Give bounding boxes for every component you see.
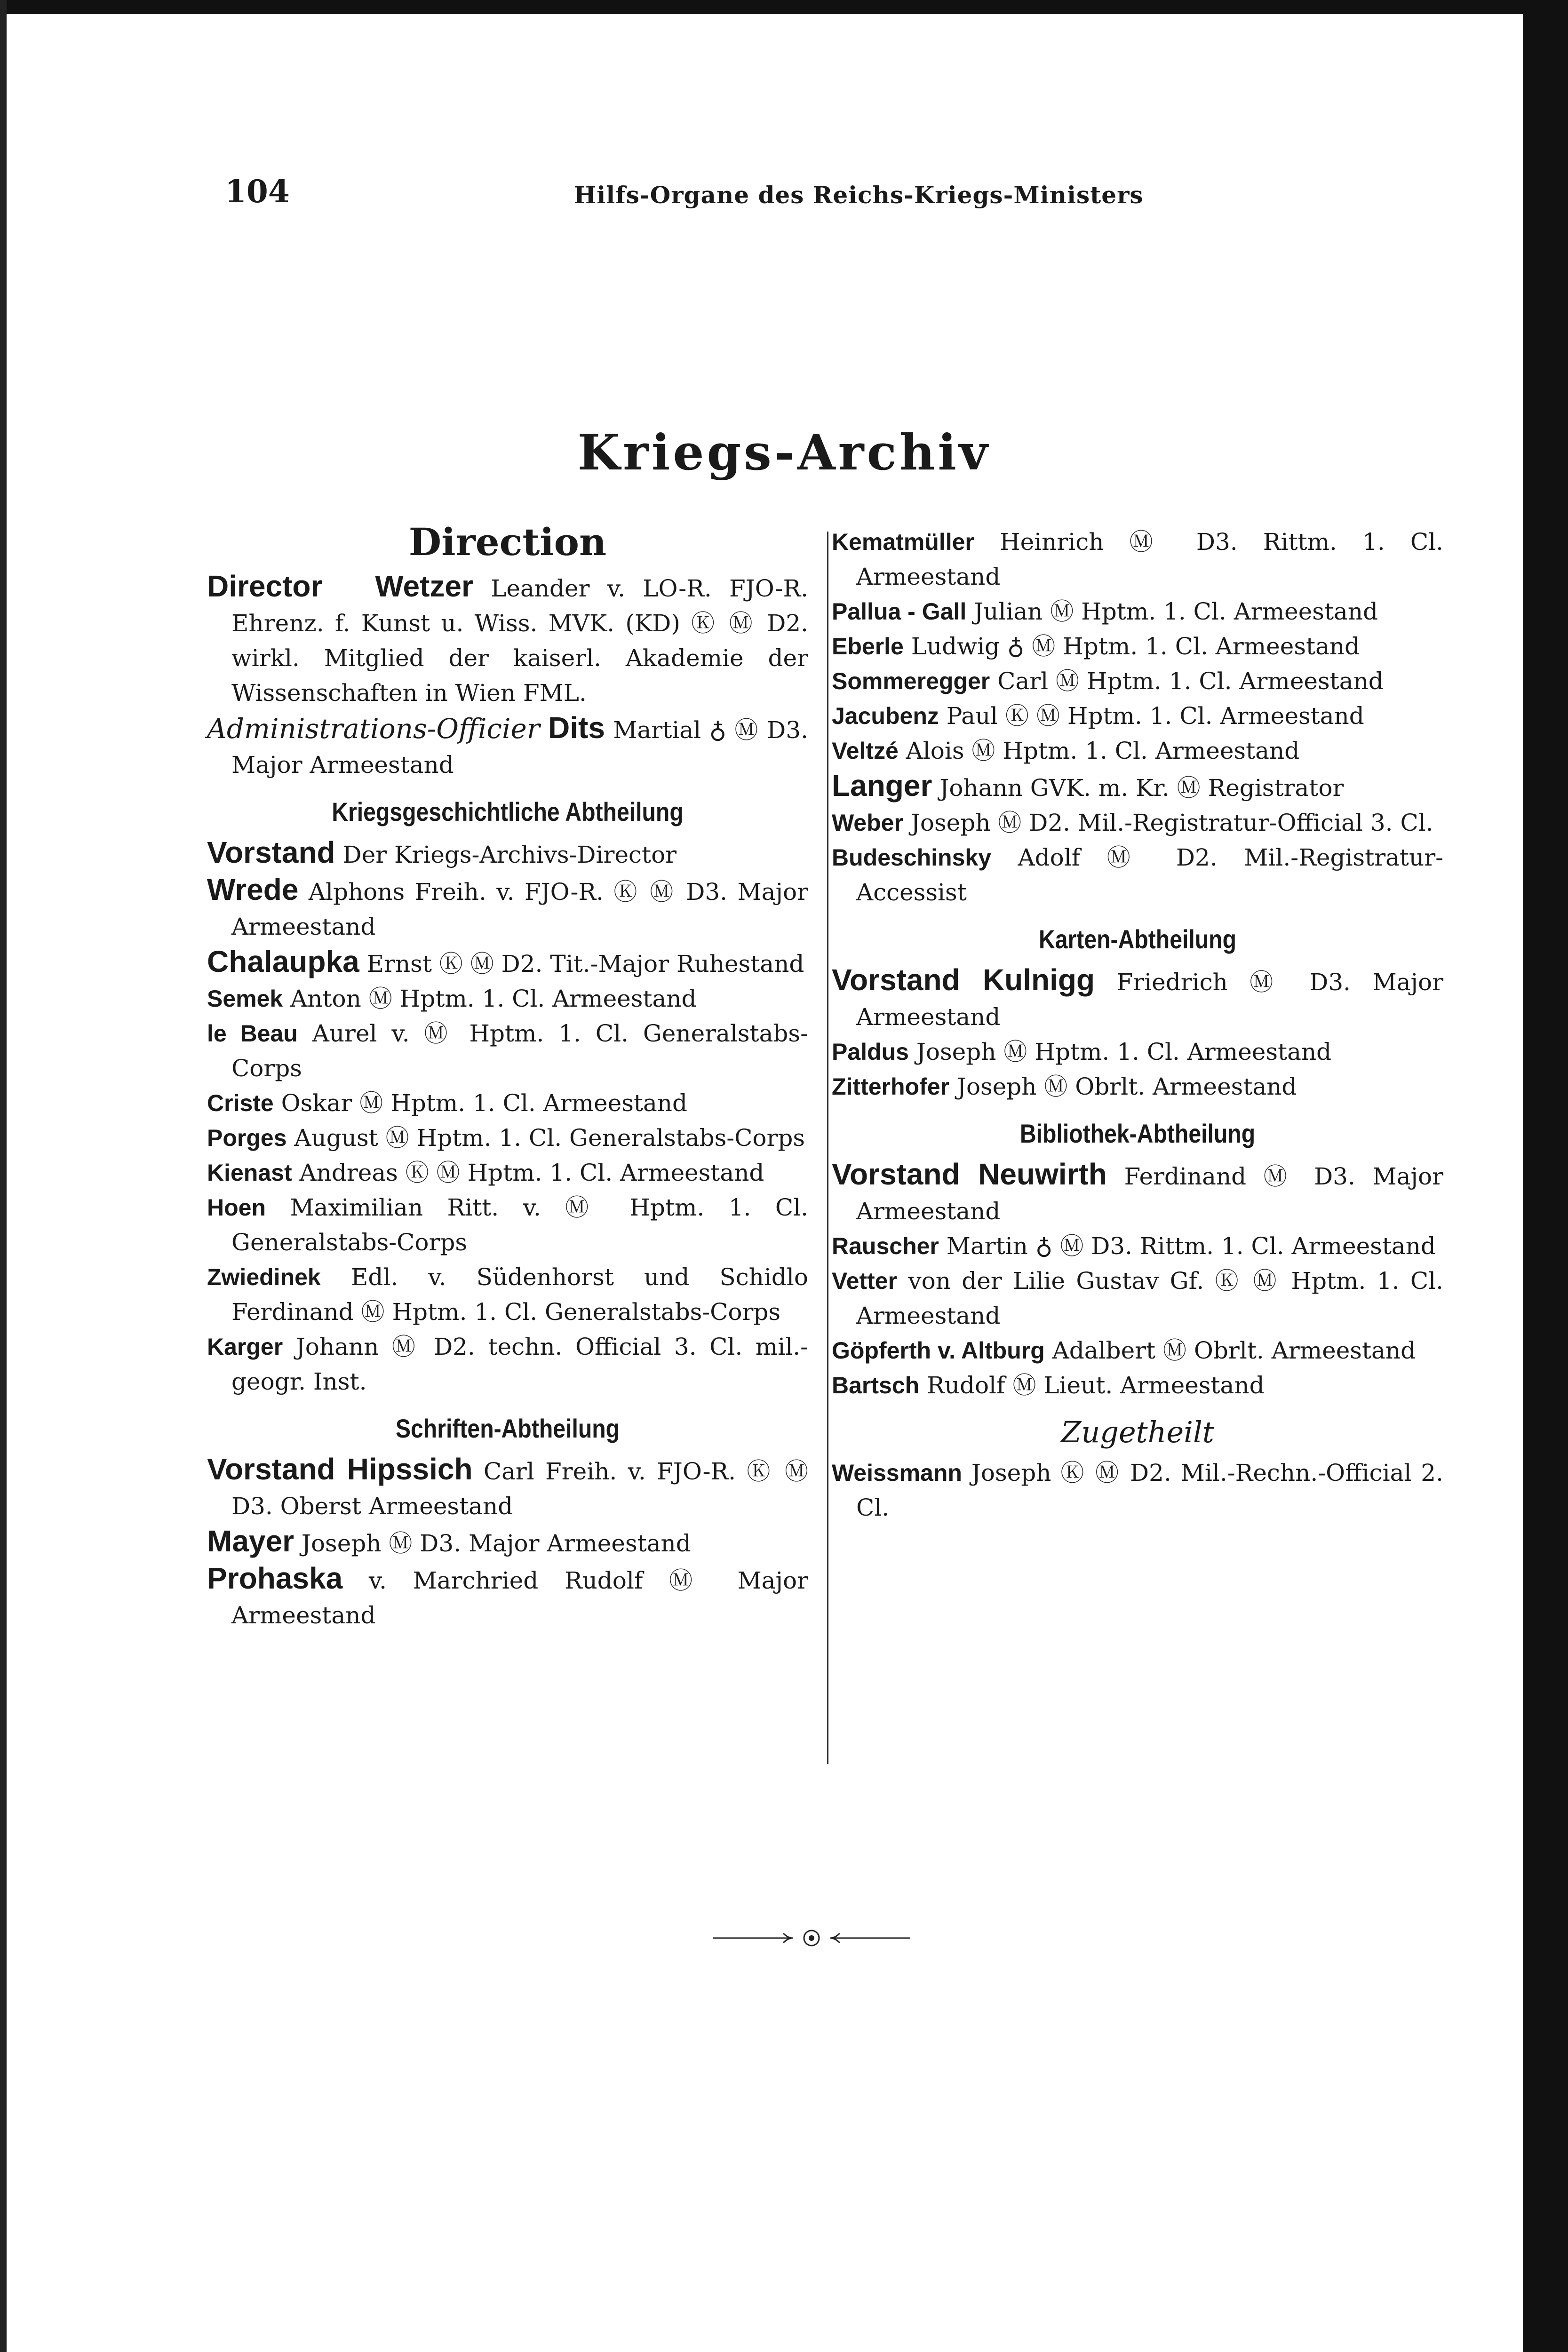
entry-details: Martin ♁ Ⓜ D3. Rittm. 1. Cl. Armeestand: [946, 1232, 1436, 1260]
entry-details: Johann GVK. m. Kr. Ⓜ Registrator: [939, 774, 1344, 802]
entry-name: Mayer: [207, 1524, 294, 1558]
staff-entry: [207, 1561, 808, 1633]
karten-list: [832, 962, 1443, 1104]
staff-entry: [832, 629, 1443, 664]
entry-role: Administrations-Officier: [207, 713, 540, 745]
entry-details: Carl Freih. v. FJO-R. Ⓚ Ⓜ D3. Oberst Armeestand: [231, 1458, 808, 1520]
staff-entry: [832, 1455, 1443, 1525]
entry-name: Kienast: [207, 1160, 292, 1186]
entry-details: von der Lilie Gustav Gf. Ⓚ Ⓜ Hptm. 1. Cl. Armeestand: [856, 1267, 1443, 1329]
staff-entry: [207, 1155, 808, 1190]
entry-name: Zitterhofer: [832, 1073, 949, 1100]
staff-entry: [207, 1086, 808, 1120]
bibliothek-list: [832, 1157, 1443, 1403]
staff-entry: [207, 835, 808, 872]
staff-entry: [832, 1157, 1443, 1229]
entry-role: Director: [207, 569, 323, 603]
direction-heading: Direction: [408, 520, 607, 564]
entry-name: Karger: [207, 1334, 283, 1360]
staff-entry: [832, 768, 1443, 805]
entry-name: Weber: [832, 810, 903, 836]
staff-entry: [207, 981, 808, 1016]
entry-name: Veltzé: [832, 738, 899, 764]
entry-name: Vorstand Neuwirth: [832, 1157, 1107, 1191]
staff-entry: [207, 1329, 808, 1399]
page-title: Kriegs-Archiv: [577, 423, 991, 481]
staff-entry: [832, 962, 1443, 1034]
entry-details: Adolf Ⓜ D2. Mil.-Registratur-Accessist: [856, 844, 1443, 906]
staff-entry: [207, 944, 808, 981]
entry-name: Rauscher: [832, 1233, 939, 1259]
zugetheilt-heading: Zugetheilt: [1061, 1415, 1214, 1449]
staff-entry: [207, 1260, 808, 1329]
staff-entry: [207, 872, 808, 944]
entry-details: Ferdinand Ⓜ D3. Major Armeestand: [856, 1163, 1444, 1225]
zugetheilt-list: [832, 1455, 1443, 1525]
entry-details: Ernst Ⓚ Ⓜ D2. Tit.-Major Ruhestand: [366, 950, 804, 977]
entry-details: Aurel v. Ⓜ Hptm. 1. Cl. Generalstabs-Corps: [231, 1020, 808, 1082]
entry-details: Rudolf Ⓜ Lieut. Armeestand: [927, 1372, 1265, 1399]
entry-details: Martial ♁ Ⓜ D3. Major Armeestand: [231, 716, 808, 779]
entry-name: Hoen: [207, 1194, 266, 1221]
archive-staff-list: [832, 524, 1443, 910]
entry-details: Johann Ⓜ D2. techn. Official 3. Cl. mil.-geogr. Inst.: [231, 1333, 808, 1395]
staff-entry: [832, 1368, 1443, 1403]
scan-border-top: [0, 0, 1568, 14]
scan-border-left: [0, 0, 7, 2352]
entry-name: le Beau: [207, 1020, 298, 1047]
entry-details: Edl. v. Südenhorst und Schidlo Ferdinand Ⓜ Hptm. 1. Cl. Generalstabs-Corps: [231, 1263, 808, 1326]
staff-entry: [832, 1333, 1443, 1368]
staff-entry: [207, 1452, 808, 1524]
entry-details: Anton Ⓜ Hptm. 1. Cl. Armeestand: [290, 985, 697, 1012]
staff-entry: [832, 733, 1443, 768]
staff-entry: [832, 524, 1443, 594]
entry-name: Semek: [207, 985, 283, 1012]
entry-name: Jacubenz: [832, 703, 939, 729]
staff-entry: [832, 805, 1443, 840]
entry-name: Weissmann: [832, 1460, 962, 1486]
entry-name: Vorstand Hipssich: [207, 1452, 473, 1486]
entry-details: Andreas Ⓚ Ⓜ Hptm. 1. Cl. Armeestand: [299, 1159, 764, 1186]
schriften-list: [207, 1452, 808, 1633]
entry-name: Budeschinsky: [832, 844, 992, 871]
staff-entry: [832, 1263, 1443, 1333]
entry-details: Maximilian Ritt. v. Ⓜ Hptm. 1. Cl. Generalstabs-Corps: [231, 1194, 809, 1256]
entry-details: Carl Ⓜ Hptm. 1. Cl. Armeestand: [997, 667, 1384, 695]
entry-details: Joseph Ⓜ D2. Mil.-Registratur-Official 3. Cl.: [910, 809, 1433, 836]
entry-name: Chalaupka: [207, 945, 359, 978]
staff-entry: [832, 594, 1443, 629]
entry-details: Heinrich Ⓜ D3. Rittm. 1. Cl. Armeestand: [856, 528, 1443, 590]
entry-name: Paldus: [832, 1039, 909, 1065]
running-head: Hilfs-Organe des Reichs-Kriegs-Ministers: [574, 181, 1144, 209]
page-number: 104: [225, 173, 290, 210]
entry-name: Wetzer: [375, 569, 473, 603]
column-divider: [827, 532, 828, 1764]
entry-name: Sommeregger: [832, 668, 990, 694]
staff-entry: [832, 1069, 1443, 1104]
entry-details: Alphons Freih. v. FJO-R. Ⓚ Ⓜ D3. Major Armeestand: [231, 878, 808, 940]
entry-name: Vorstand: [207, 835, 335, 869]
staff-entry: [207, 1120, 808, 1155]
entry-name: Eberle: [832, 633, 904, 660]
staff-entry: [832, 1229, 1443, 1263]
entry-name: Kematmüller: [832, 529, 974, 555]
entry-name: Langer: [832, 769, 932, 803]
staff-entry: [832, 1034, 1443, 1069]
left-column: [207, 520, 809, 1633]
schriften-heading: Schriften-Abtheilung: [395, 1414, 620, 1443]
karten-heading: Karten-Abtheilung: [1038, 924, 1237, 954]
staff-entry: [207, 1190, 808, 1260]
entry-details: Joseph Ⓜ D3. Major Armeestand: [301, 1530, 691, 1557]
entry-name: Porges: [207, 1125, 287, 1151]
entry-details: Joseph Ⓜ Obrlt. Armeestand: [956, 1073, 1297, 1100]
kriegsgeschichtliche-list: [207, 835, 808, 1399]
entry-details: Paul Ⓚ Ⓜ Hptm. 1. Cl. Armeestand: [946, 702, 1364, 730]
entry-name: Criste: [207, 1090, 274, 1116]
entry-name: Wrede: [207, 873, 299, 906]
entry-details: Julian Ⓜ Hptm. 1. Cl. Armeestand: [974, 598, 1378, 625]
direction-entry: [207, 710, 808, 782]
entry-name: Vorstand Kulnigg: [832, 963, 1095, 997]
entry-details: August Ⓜ Hptm. 1. Cl. Generalstabs-Corps: [294, 1124, 805, 1152]
entry-name: Göpferth v. Altburg: [832, 1337, 1045, 1364]
entry-name: Dits: [548, 711, 605, 745]
entry-details: Joseph Ⓜ Hptm. 1. Cl. Armeestand: [916, 1038, 1332, 1065]
staff-entry: [832, 699, 1443, 733]
right-column: [832, 524, 1443, 1525]
entry-details: Joseph Ⓚ Ⓜ D2. Mil.-Rechn.-Official 2. Cl.: [856, 1459, 1443, 1521]
entry-name: Vetter: [832, 1268, 897, 1294]
entry-details: Der Kriegs-Archivs-Director: [342, 841, 677, 868]
entry-name: Bartsch: [832, 1372, 920, 1398]
entry-details: v. Marchried Rudolf Ⓜ Major Armeestand: [231, 1567, 808, 1629]
end-ornament: [713, 1929, 910, 1947]
kriegsgeschichtliche-heading: Kriegsgeschichtliche Abtheilung: [332, 797, 684, 826]
entry-details: Alois Ⓜ Hptm. 1. Cl. Armeestand: [906, 737, 1300, 764]
scan-border-right: [1523, 0, 1568, 2352]
entry-name: Pallua - Gall: [832, 598, 967, 625]
staff-entry: [207, 1524, 808, 1561]
bibliothek-heading: Bibliothek-Abtheilung: [1019, 1119, 1256, 1148]
entry-details: Friedrich Ⓜ D3. Major Armeestand: [856, 969, 1444, 1031]
staff-entry: [832, 840, 1443, 910]
staff-entry: [207, 1016, 808, 1086]
entry-details: Adalbert Ⓜ Obrlt. Armeestand: [1052, 1337, 1416, 1364]
entry-name: Zwiedinek: [207, 1264, 321, 1290]
staff-entry: [832, 664, 1443, 699]
direction-entry: [207, 569, 808, 710]
entry-details: Leander v. LO-R. FJO-R. Ehrenz. f. Kunst u. Wiss. MVK. (KD) Ⓚ Ⓜ D2. wirkl. Mitglied der kaiserl. Akademie der Wissenschaften in Wien FML.: [231, 575, 808, 707]
entry-name: Prohaska: [207, 1561, 343, 1595]
entry-details: Ludwig ♁ Ⓜ Hptm. 1. Cl. Armeestand: [911, 633, 1360, 660]
entry-details: Oskar Ⓜ Hptm. 1. Cl. Armeestand: [281, 1089, 687, 1117]
